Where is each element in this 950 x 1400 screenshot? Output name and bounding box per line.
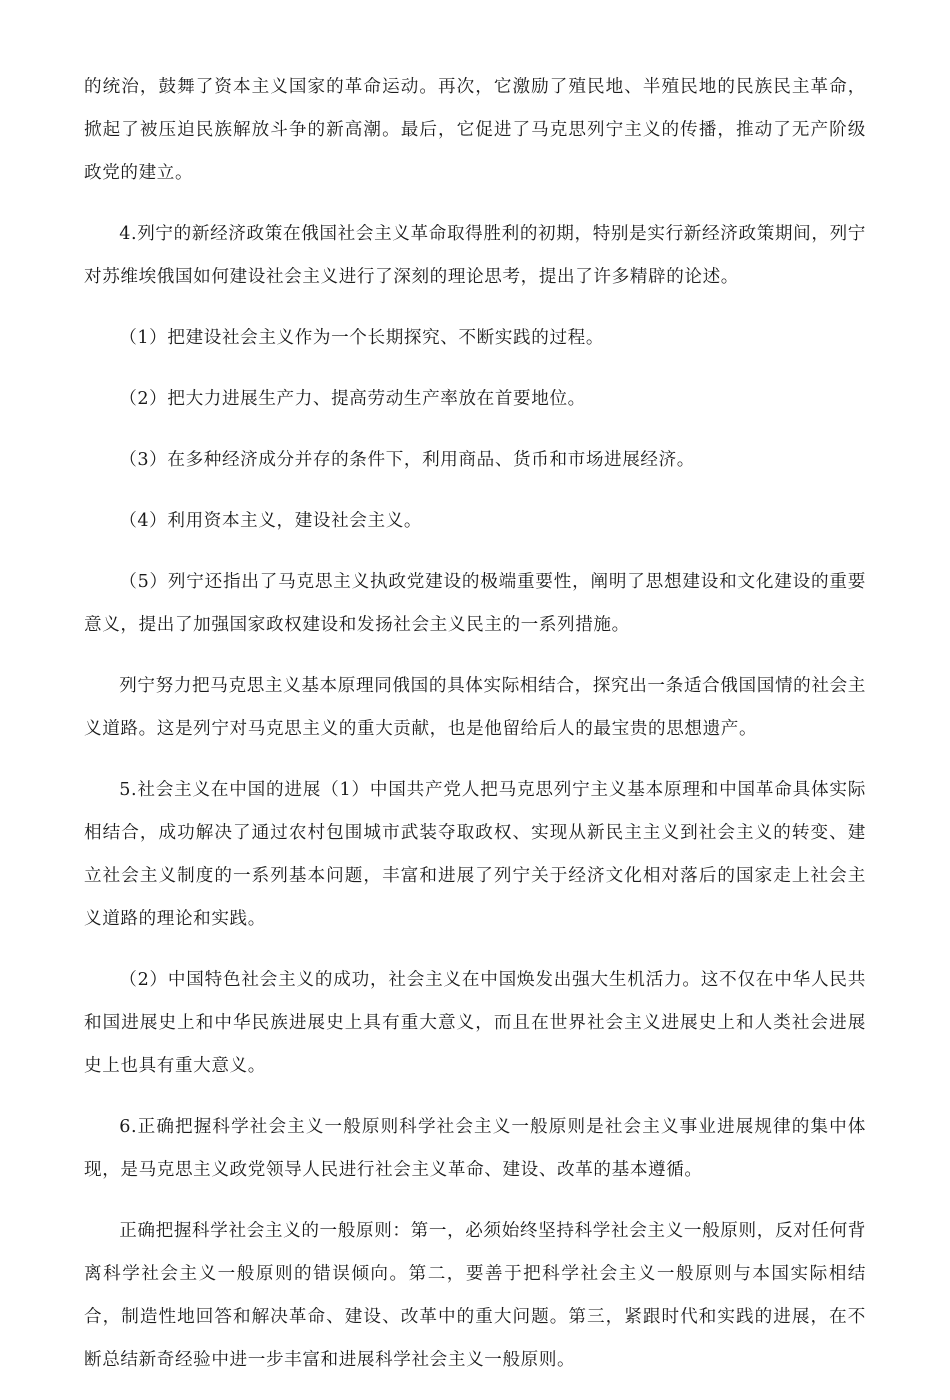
document-page: [84, 66, 866, 1400]
paragraph-continuation: 的统治，鼓舞了资本主义国家的革命运动。再次，它激励了殖民地、半殖民地的民族民主革命，掀起了被压迫民族解放斗争的新高潮。最后，它促进了马克思列宁主义的传播，推动了无产阶级政党的建立。: [84, 77, 866, 183]
paragraph: 列宁努力把马克思主义基本原理同俄国的具体实际相结合，探究出一条适合俄国国情的社会主义道路。这是列宁对马克思主义的重大贡献，也是他留给后人的最宝贵的思想遗产。: [84, 676, 866, 739]
list-item: （3）在多种经济成分并存的条件下，利用商品、货币和市场进展经济。: [119, 450, 695, 470]
list-item: （2）中国特色社会主义的成功，社会主义在中国焕发出强大生机活力。这不仅在中华人民共和国进展史上和中华民族进展史上具有重大意义，而且在世界社会主义进展史上和人类社会进展史上也具有重大意义。: [84, 970, 866, 1076]
list-item: （1）把建设社会主义作为一个长期探究、不断实践的过程。: [119, 328, 605, 348]
list-item: （5）列宁还指出了马克思主义执政党建设的极端重要性，阐明了思想建设和文化建设的重要意义，提出了加强国家政权建设和发扬社会主义民主的一系列措施。: [84, 572, 866, 635]
paragraph: 正确把握科学社会主义的一般原则：第一，必须始终坚持科学社会主义一般原则，反对任何背离科学社会主义一般原则的错误倾向。第二，要善于把科学社会主义一般原则与本国实际相结合，制造性地回答和解决革命、建设、改革中的重大问题。第三，紧跟时代和实践的进展，在不断总结新奇经验中进一步丰富和进展科学社会主义一般原则。: [84, 1221, 866, 1370]
paragraph-section-4: 4.列宁的新经济政策在俄国社会主义革命取得胜利的初期，特别是实行新经济政策期间，列宁对苏维埃俄国如何建设社会主义进行了深刻的理论思考，提出了许多精辟的论述。: [84, 224, 866, 287]
list-item: （4）利用资本主义，建设社会主义。: [119, 511, 423, 531]
list-item: （2）把大力进展生产力、提高劳动生产率放在首要地位。: [119, 389, 586, 409]
paragraph-section-6: 6.正确把握科学社会主义一般原则科学社会主义一般原则是社会主义事业进展规律的集中体现，是马克思主义政党领导人民进行社会主义革命、建设、改革的基本遵循。: [84, 1117, 866, 1180]
paragraph-section-5: 5.社会主义在中国的进展（1）中国共产党人把马克思列宁主义基本原理和中国革命具体实际相结合，成功解决了通过农村包围城市武装夺取政权、实现从新民主主义到社会主义的转变、建立社会主义制度的一系列基本问题，丰富和进展了列宁关于经济文化相对落后的国家走上社会主义道路的理论和实践。: [84, 780, 866, 929]
